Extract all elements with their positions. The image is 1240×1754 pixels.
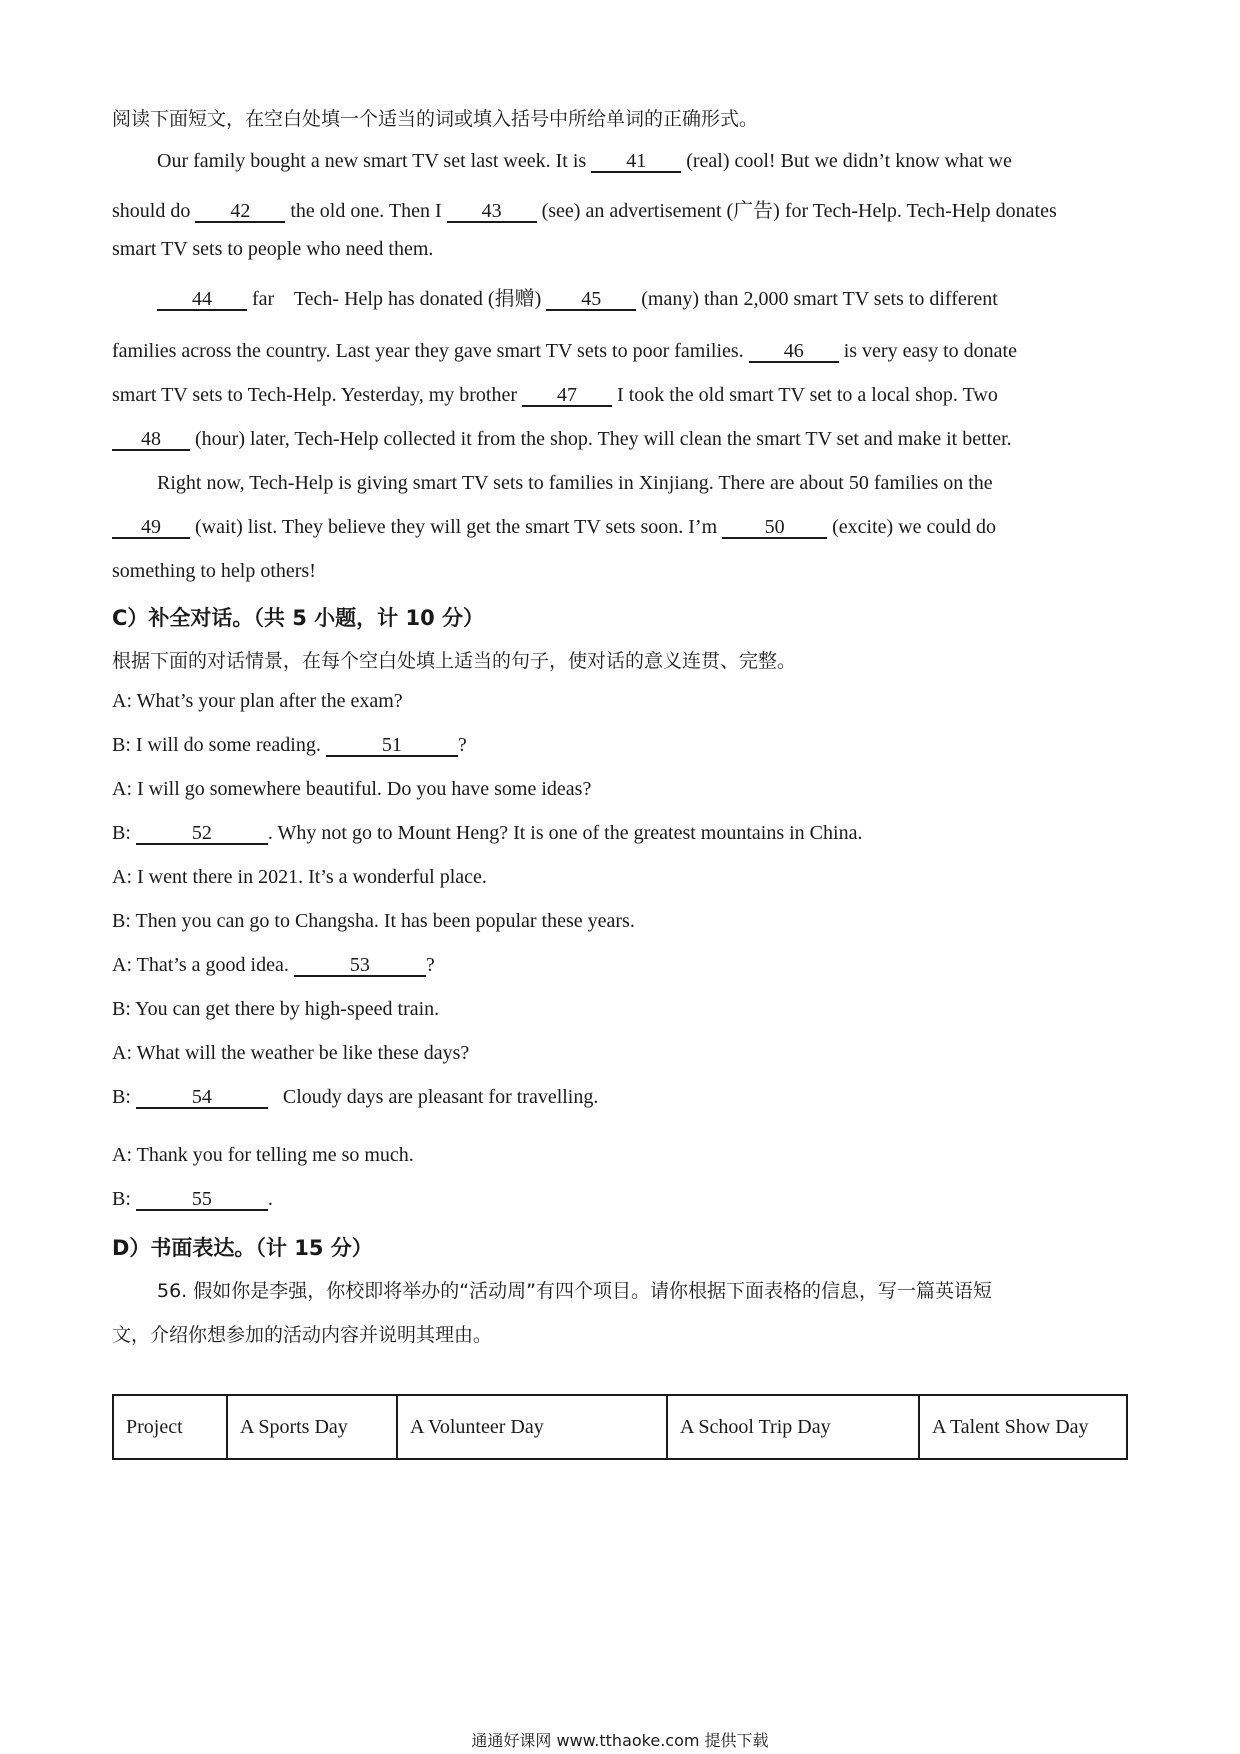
blank-51[interactable]: 51 (326, 735, 458, 757)
passage-line-1: Our family bought a new smart TV set last week. It is 41 (real) cool! But we didn’t know what we (157, 150, 1012, 172)
blank-45[interactable]: 45 (546, 289, 636, 311)
dialogue-line-3: A: I will go somewhere beautiful. Do you have some ideas? (112, 778, 592, 800)
dialogue-line-11: A: Thank you for telling me so much. (112, 1144, 414, 1166)
passage-line-2: should do 42 the old one. Then I 43 (see) an advertisement (广告) for Tech-Help. Tech-Help donates (112, 200, 1057, 222)
blank-46[interactable]: 46 (749, 341, 839, 363)
section-c-title: C）补全对话。（共 5 小题，计 10 分） (112, 606, 484, 630)
table-cell-volunteer-day: A Volunteer Day (397, 1395, 667, 1459)
blank-52[interactable]: 52 (136, 823, 268, 845)
dialogue-line-12: B: 55 . (112, 1188, 273, 1210)
dialogue-line-9: A: What will the weather be like these days? (112, 1042, 470, 1064)
blank-47[interactable]: 47 (522, 385, 612, 407)
blank-43[interactable]: 43 (447, 201, 537, 223)
table-row (113, 1395, 1127, 1459)
table-cell-school-trip-day: A School Trip Day (667, 1395, 919, 1459)
dialogue-line-10: B: 54 Cloudy days are pleasant for travelling. (112, 1086, 599, 1108)
section-d-title: D）书面表达。（计 15 分） (112, 1236, 373, 1260)
blank-41[interactable]: 41 (591, 151, 681, 173)
blank-55[interactable]: 55 (136, 1189, 268, 1211)
blank-53[interactable]: 53 (294, 955, 426, 977)
passage-line-5: families across the country. Last year they gave smart TV sets to poor families. 46 is very easy to donate (112, 340, 1017, 362)
blank-49[interactable]: 49 (112, 517, 190, 539)
dialogue-line-1: A: What’s your plan after the exam? (112, 690, 403, 712)
table-cell-sports-day: A Sports Day (227, 1395, 397, 1459)
passage-line-6: smart TV sets to Tech-Help. Yesterday, my brother 47 I took the old smart TV set to a local shop. Two (112, 384, 998, 406)
section-c-instruction: 根据下面的对话情景，在每个空白处填上适当的句子，使对话的意义连贯、完整。 (112, 650, 797, 672)
table-cell-project: Project (113, 1395, 227, 1459)
blank-44[interactable]: 44 (157, 289, 247, 311)
passage-line-3: smart TV sets to people who need them. (112, 238, 434, 260)
dialogue-line-6: B: Then you can go to Changsha. It has been popular these years. (112, 910, 635, 932)
passage-line-8: Right now, Tech-Help is giving smart TV sets to families in Xinjiang. There are about 50 families on the (157, 472, 993, 494)
passage-line-10: something to help others! (112, 560, 316, 582)
dialogue-line-8: B: You can get there by high-speed train. (112, 998, 440, 1020)
dialogue-line-4: B: 52 . Why not go to Mount Heng? It is one of the greatest mountains in China. (112, 822, 863, 844)
instruction-text: 阅读下面短文，在空白处填一个适当的词或填入括号中所给单词的正确形式。 (112, 108, 759, 130)
question-56-line-1: 56. 假如你是李强，你校即将举办的“活动周”有四个项目。请你根据下面表格的信息，写一篇英语短 (157, 1280, 992, 1302)
dialogue-line-7: A: That’s a good idea. 53 ? (112, 954, 435, 976)
blank-42[interactable]: 42 (195, 201, 285, 223)
passage-line-4: 44 far Tech- Help has donated (捐赠) 45 (many) than 2,000 smart TV sets to different (157, 282, 998, 311)
passage-line-9: 49 (wait) list. They believe they will get the smart TV sets soon. I’m 50 (excite) we could do (112, 516, 996, 539)
page-footer: 通通好课网 www.tthaoke.com 提供下载 (471, 1731, 769, 1750)
blank-48[interactable]: 48 (112, 429, 190, 451)
blank-50[interactable]: 50 (722, 517, 827, 539)
dialogue-line-5: A: I went there in 2021. It’s a wonderful place. (112, 866, 487, 888)
project-table (112, 1394, 1128, 1460)
dialogue-line-2: B: I will do some reading. 51 ? (112, 734, 467, 756)
table-cell-talent-show-day: A Talent Show Day (919, 1395, 1127, 1459)
blank-54[interactable]: 54 (136, 1087, 268, 1109)
passage-line-7: 48 (hour) later, Tech-Help collected it from the shop. They will clean the smart TV set and make it better. (112, 428, 1012, 451)
question-56-line-2: 文，介绍你想参加的活动内容并说明其理由。 (112, 1324, 493, 1346)
